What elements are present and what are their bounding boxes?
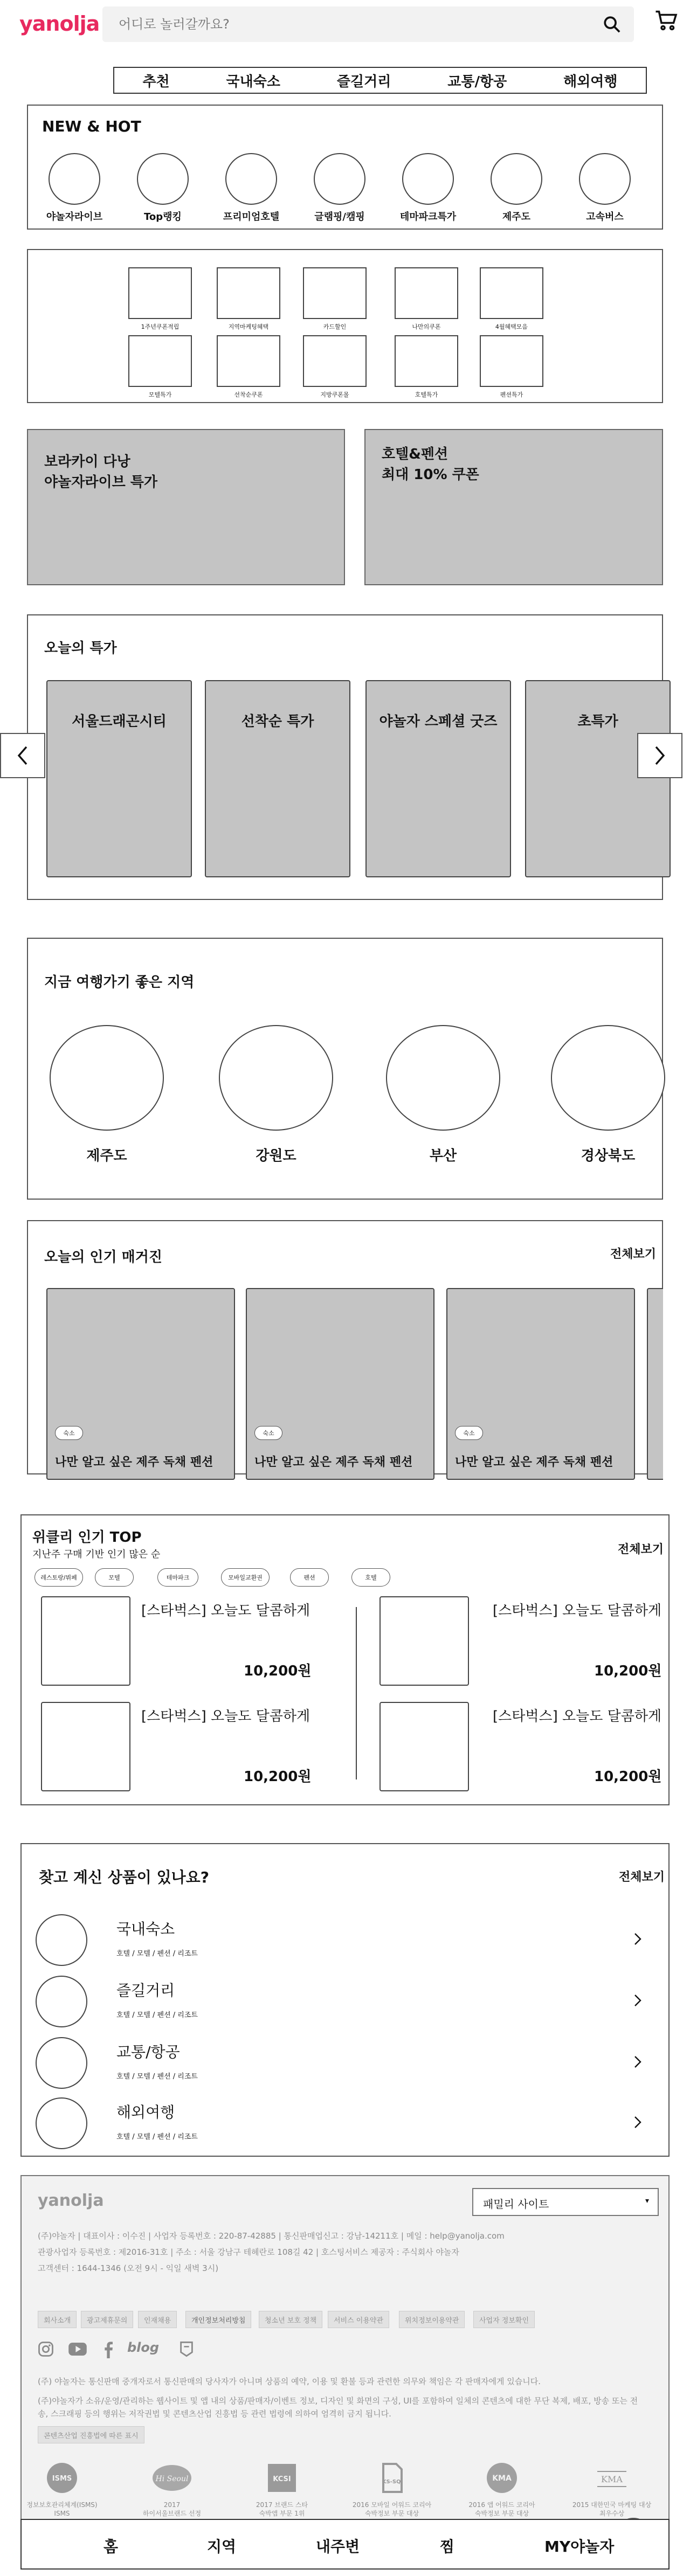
promo-banner[interactable] xyxy=(364,429,663,585)
family-site-select[interactable] xyxy=(472,2188,659,2216)
find-item-sub: 호텔 / 모텔 / 펜션 / 리조트 xyxy=(116,1950,198,1958)
new-hot-item[interactable] xyxy=(213,153,289,223)
award-logo-text: KCSI xyxy=(273,2475,291,2483)
section-title: 오늘의 인기 매거진 xyxy=(44,1249,163,1265)
new-hot-item[interactable] xyxy=(479,153,554,223)
todays-deals-section xyxy=(27,614,663,900)
weekly-item-price: 10,200원 xyxy=(244,1663,312,1679)
magazine-tag: 숙소 xyxy=(455,1426,483,1440)
category-label: 4월혜택모음 xyxy=(495,323,528,330)
filter-chip[interactable]: 모텔 xyxy=(95,1568,134,1587)
promo-text xyxy=(382,444,479,485)
magazine-card[interactable] xyxy=(46,1288,235,1480)
award-text: 2016 모바일 어워드 코리아 숙박정보 부문 대상 xyxy=(352,2501,432,2517)
promo-banner[interactable] xyxy=(27,429,345,585)
category-item[interactable] xyxy=(395,335,458,399)
magazine-section xyxy=(27,1220,663,1474)
deal-card[interactable] xyxy=(365,680,511,877)
region-image xyxy=(50,1025,164,1131)
find-item-title: 교통/항공 xyxy=(116,2043,180,2061)
content-law-link[interactable]: 콘텐츠산업 진흥법에 따른 표시 xyxy=(38,2426,144,2443)
weekly-item-thumb xyxy=(41,1702,130,1791)
category-label: 호텔특가 xyxy=(415,391,438,398)
magazine-card-title: 나만 알고 싶은 제주 독채 펜션 xyxy=(254,1456,413,1469)
award-logo xyxy=(259,2461,305,2495)
promo-line: 호텔&펜션 xyxy=(382,446,448,462)
chevron-right-icon xyxy=(632,2054,644,2069)
deal-card-title: 초특가 xyxy=(577,714,618,730)
award-badge xyxy=(121,2461,223,2518)
section-subtitle: 지난주 구매 기반 인기 많은 순 xyxy=(32,1549,161,1560)
caret-down-icon: ▾ xyxy=(645,2197,649,2205)
footer-link[interactable]: 청소년 보호 정책 xyxy=(259,2311,322,2328)
weekly-item-name: [스타벅스] 오늘도 달콤하게 xyxy=(141,1603,310,1619)
region-label: 경상북도 xyxy=(581,1148,636,1164)
category-label: 지방쿠폰몰 xyxy=(320,391,349,398)
weekly-item[interactable] xyxy=(380,1702,671,1793)
find-item-title: 국내숙소 xyxy=(116,1920,175,1938)
category-item[interactable] xyxy=(395,267,458,331)
section-title: 위클리 인기 TOP xyxy=(32,1529,142,1546)
top-nav-transport[interactable]: 교통/항공 xyxy=(447,73,507,90)
award-logo xyxy=(149,2461,195,2495)
region-item[interactable] xyxy=(386,1025,500,1165)
category-thumb xyxy=(480,267,543,319)
weekly-item[interactable] xyxy=(41,1702,332,1793)
notice-text: (주) 야놀자는 통신판매 중개자로서 통신판매의 당사자가 아니며 상품의 예약, 이용 및 환불 등과 관련한 의무와 책임은 각 판매자에게 있습니다. xyxy=(38,2377,541,2386)
weekly-item-name: [스타벅스] 오늘도 달콤하게 xyxy=(493,1708,662,1725)
find-item-icon xyxy=(36,2097,87,2149)
youtube-icon[interactable] xyxy=(68,2341,87,2357)
magazine-card-partial[interactable] xyxy=(647,1288,663,1480)
region-image xyxy=(386,1025,500,1131)
region-item[interactable] xyxy=(219,1025,333,1165)
award-badge xyxy=(561,2461,663,2518)
category-label: 나만의쿠폰 xyxy=(412,323,441,330)
find-item-sub: 호텔 / 모텔 / 펜션 / 리조트 xyxy=(116,2133,198,2141)
company-info: (주)야놀자 | 대표이사 : 이수진 | 사업자 등록번호 : 220-87-42885 | 통신판매업신고 : 강남-14211호 | 메일 : help@yanolja.com xyxy=(38,2231,505,2241)
category-thumb xyxy=(217,335,280,387)
category-item[interactable] xyxy=(480,267,543,331)
find-item-icon xyxy=(36,2037,87,2089)
chevron-right-icon xyxy=(632,1993,644,2008)
new-hot-icon xyxy=(225,153,277,205)
award-badge xyxy=(231,2461,333,2518)
new-hot-item[interactable] xyxy=(567,153,643,223)
new-hot-label: 글램핑/캠핑 xyxy=(314,211,365,223)
new-hot-title: NEW & HOT xyxy=(42,117,141,135)
family-site-label: 패밀리 사이트 xyxy=(483,2198,549,2211)
category-label: 1주년쿠폰적립 xyxy=(141,323,180,330)
find-item-title: 즐길거리 xyxy=(116,1982,175,1999)
bottom-nav-my[interactable]: MY야놀자 xyxy=(544,2538,615,2556)
footer-link[interactable]: 위치정보이용약관 xyxy=(399,2311,465,2328)
deal-card[interactable] xyxy=(205,680,350,877)
award-logo-text: KMA xyxy=(601,2474,623,2484)
notice-text: 송, 스크래핑 등의 행위는 저작권법 및 콘텐츠산업 진흥법 등 관련 법령에 의하여 엄격히 금지 됩니다. xyxy=(38,2409,391,2419)
award-text: 2017 하이서울브랜드 선정 xyxy=(142,2501,202,2517)
promo-line: 보라카이 다낭 xyxy=(44,454,130,470)
section-title: 찾고 계신 상품이 있나요? xyxy=(39,1868,209,1886)
new-hot-icon xyxy=(49,153,100,205)
deal-card-title: 서울드래곤시티 xyxy=(72,714,167,730)
search-bar[interactable] xyxy=(102,6,634,42)
category-thumb xyxy=(128,267,192,319)
category-thumb xyxy=(395,267,458,319)
footer-link[interactable]: 개인정보처리방침 xyxy=(185,2311,251,2328)
bottom-nav-region[interactable]: 지역 xyxy=(207,2538,237,2556)
top-nav-recommend[interactable]: 추천 xyxy=(142,73,170,90)
chevron-right-icon xyxy=(632,2115,644,2130)
region-image xyxy=(551,1025,665,1131)
new-hot-icon xyxy=(491,153,542,205)
instagram-icon[interactable] xyxy=(38,2341,54,2357)
deal-card[interactable] xyxy=(525,680,671,877)
bottom-nav-wishlist[interactable]: 찜 xyxy=(440,2538,455,2556)
find-products-section xyxy=(20,1843,670,2157)
category-item[interactable] xyxy=(480,335,543,399)
new-hot-item[interactable] xyxy=(125,153,201,223)
award-text: 2016 앱 어워드 코리아 숙박정보 부문 대상 xyxy=(468,2501,535,2517)
deal-card-title: 야놀자 스페셜 굿즈 xyxy=(379,714,498,730)
see-all-link[interactable]: 전체보기 xyxy=(619,1871,665,1884)
award-text: 2017 브랜드 스타 숙박앱 부문 1위 xyxy=(256,2501,308,2517)
weekly-item-name: [스타벅스] 오늘도 달콤하게 xyxy=(141,1708,310,1725)
award-logo-text: ISMS xyxy=(52,2475,72,2483)
find-item[interactable] xyxy=(36,1914,656,1973)
region-image xyxy=(219,1025,333,1131)
promo-text xyxy=(44,452,157,493)
magazine-card-title: 나만 알고 싶은 제주 독채 펜션 xyxy=(55,1456,213,1469)
find-item-icon xyxy=(36,1976,87,2027)
weekly-item-name: [스타벅스] 오늘도 달콤하게 xyxy=(493,1603,662,1619)
category-label: 모텔특가 xyxy=(148,391,172,398)
find-item-sub: 호텔 / 모텔 / 펜션 / 리조트 xyxy=(116,2073,198,2081)
category-item[interactable] xyxy=(128,335,192,399)
category-label: 지역마케팅혜택 xyxy=(228,323,269,330)
filter-chip[interactable]: 펜션 xyxy=(290,1568,329,1587)
award-logo xyxy=(39,2461,85,2495)
region-item[interactable] xyxy=(551,1025,665,1165)
category-item[interactable] xyxy=(217,335,280,399)
new-hot-label: 테마파크특가 xyxy=(399,211,457,223)
category-label: 카드할인 xyxy=(323,323,347,330)
weekly-item-thumb xyxy=(41,1596,130,1686)
filter-chip[interactable]: 모바일교환권 xyxy=(221,1568,270,1587)
facebook-icon[interactable] xyxy=(102,2341,114,2358)
find-item[interactable] xyxy=(36,1976,656,2035)
bottom-nav xyxy=(20,2519,670,2570)
bottom-nav-home[interactable]: 홈 xyxy=(104,2538,119,2556)
top-nav xyxy=(113,67,647,94)
regions-section xyxy=(27,938,663,1200)
award-logo-text: Hi Seoul xyxy=(155,2475,189,2483)
app-header xyxy=(0,0,690,49)
footer-link[interactable]: 서비스 이용약관 xyxy=(328,2311,389,2328)
site-footer xyxy=(20,2175,670,2563)
award-text: 2015 대한민국 마케팅 대상 최우수상 xyxy=(572,2501,652,2517)
award-badge xyxy=(11,2461,113,2518)
deal-card[interactable] xyxy=(46,680,192,877)
search-input[interactable] xyxy=(119,14,577,34)
weekly-item[interactable] xyxy=(41,1596,332,1688)
category-grid xyxy=(27,249,663,403)
new-hot-item[interactable] xyxy=(390,153,466,223)
footer-link[interactable]: 광고제휴문의 xyxy=(81,2311,133,2328)
region-item[interactable] xyxy=(50,1025,164,1165)
category-item[interactable] xyxy=(128,267,192,331)
chevron-right-icon xyxy=(652,745,668,766)
magazine-tag: 숙소 xyxy=(254,1426,282,1440)
category-thumb xyxy=(217,267,280,319)
promo-line: 야놀자라이브 특가 xyxy=(44,474,157,490)
see-all-link[interactable]: 전체보기 xyxy=(610,1248,657,1261)
magazine-tag: 숙소 xyxy=(55,1426,83,1440)
new-hot-label: 프리미엄호텔 xyxy=(223,211,280,223)
category-item[interactable] xyxy=(303,335,367,399)
footer-link[interactable]: 인재채용 xyxy=(138,2311,177,2328)
post-icon[interactable] xyxy=(179,2341,194,2357)
section-title: 지금 여행가기 좋은 지역 xyxy=(44,974,195,991)
weekly-item[interactable] xyxy=(380,1596,671,1688)
carousel-next-button[interactable] xyxy=(637,733,682,778)
search-icon[interactable] xyxy=(603,15,621,33)
new-hot-label: 제주도 xyxy=(502,211,531,223)
notice-text: (주)야놀자가 소유/운영/관리하는 웹사이트 및 앱 내의 상품/판매자/이벤트 정보, 디자인 및 화면의 구성, UI를 포함하여 일체의 콘텐츠에 대한 무단 복제, 배포, 방송 또는 전 xyxy=(38,2396,638,2406)
carousel-prev-button[interactable] xyxy=(0,733,45,778)
weekly-item-thumb xyxy=(380,1596,469,1686)
promo-line: 최대 10% 쿠폰 xyxy=(382,467,479,483)
find-item-icon xyxy=(36,1914,87,1966)
new-hot-icon xyxy=(579,153,631,205)
filter-chip[interactable]: 호텔 xyxy=(351,1568,390,1587)
magazine-card[interactable] xyxy=(446,1288,635,1480)
award-logo xyxy=(479,2461,525,2495)
yanolja-logo[interactable]: yanolja xyxy=(19,12,100,36)
award-logo xyxy=(369,2461,415,2495)
category-thumb xyxy=(395,335,458,387)
new-hot-label: Top랭킹 xyxy=(144,211,182,223)
weekly-top-section xyxy=(20,1514,670,1805)
weekly-item-price: 10,200원 xyxy=(594,1663,662,1679)
award-logo-text: KS-SQI xyxy=(382,2479,403,2485)
new-hot-icon xyxy=(314,153,365,205)
new-hot-item[interactable] xyxy=(302,153,377,223)
award-logo-text: KMA xyxy=(492,2474,512,2483)
category-label: 선착순쿠폰 xyxy=(234,391,263,398)
category-thumb xyxy=(303,267,367,319)
company-info: 관광사업자 등록번호 : 제2016-31호 | 주소 : 서울 강남구 테헤란로 108길 42 | 호스팅서비스 제공자 : 주식회사 야놀자 xyxy=(38,2247,459,2257)
region-label: 강원도 xyxy=(256,1148,296,1164)
region-label: 제주도 xyxy=(86,1148,127,1164)
find-item-sub: 호텔 / 모텔 / 펜션 / 리조트 xyxy=(116,2011,198,2019)
new-hot-icon xyxy=(402,153,454,205)
top-nav-activities[interactable]: 즐길거리 xyxy=(336,73,391,90)
bottom-nav-nearby[interactable]: 내주변 xyxy=(316,2538,360,2556)
weekly-divider xyxy=(356,1607,357,1779)
new-hot-label: 고속버스 xyxy=(586,211,624,223)
filter-chip[interactable]: 테마파크 xyxy=(157,1568,198,1587)
blog-icon[interactable]: blog xyxy=(127,2340,160,2355)
find-item[interactable] xyxy=(36,2097,656,2157)
find-item[interactable] xyxy=(36,2037,656,2096)
new-hot-icon xyxy=(137,153,189,205)
see-all-link[interactable]: 전체보기 xyxy=(618,1543,664,1556)
award-logo xyxy=(589,2461,635,2495)
filter-chip[interactable]: 레스토랑/뷔페 xyxy=(34,1568,83,1587)
company-info: 고객센터 : 1644-1346 (오전 9시 - 익일 새벽 3시) xyxy=(38,2263,219,2273)
category-label: 펜션특가 xyxy=(500,391,523,398)
section-title: 오늘의 특가 xyxy=(44,640,117,656)
award-badge xyxy=(451,2461,553,2518)
cart-icon[interactable] xyxy=(655,10,678,31)
new-hot-section xyxy=(27,105,663,230)
category-thumb xyxy=(128,335,192,387)
new-hot-label: 야놀자라이브 xyxy=(46,211,103,223)
footer-link[interactable]: 사업자 정보확인 xyxy=(473,2311,535,2328)
footer-link[interactable]: 회사소개 xyxy=(38,2311,77,2328)
top-nav-domestic[interactable]: 국내숙소 xyxy=(226,73,281,90)
category-thumb xyxy=(480,335,543,387)
category-item[interactable] xyxy=(217,267,280,331)
chevron-right-icon xyxy=(632,1931,644,1947)
footer-logo[interactable]: yanolja xyxy=(38,2191,104,2210)
magazine-card[interactable] xyxy=(246,1288,434,1480)
category-item[interactable] xyxy=(303,267,367,331)
find-item-title: 해외여행 xyxy=(116,2103,175,2121)
top-nav-overseas[interactable]: 해외여행 xyxy=(563,73,618,90)
award-text: 정보보호관리체계(ISMS) ISMS xyxy=(26,2501,98,2517)
category-thumb xyxy=(303,335,367,387)
new-hot-item[interactable] xyxy=(37,153,112,223)
weekly-item-price: 10,200원 xyxy=(244,1769,312,1785)
weekly-item-thumb xyxy=(380,1702,469,1791)
region-label: 부산 xyxy=(429,1148,457,1164)
deal-card-title: 선착순 특가 xyxy=(241,714,314,730)
chevron-left-icon xyxy=(15,745,31,766)
award-badge xyxy=(341,2461,443,2518)
weekly-item-price: 10,200원 xyxy=(594,1769,662,1785)
magazine-card-title: 나만 알고 싶은 제주 독채 펜션 xyxy=(455,1456,613,1469)
